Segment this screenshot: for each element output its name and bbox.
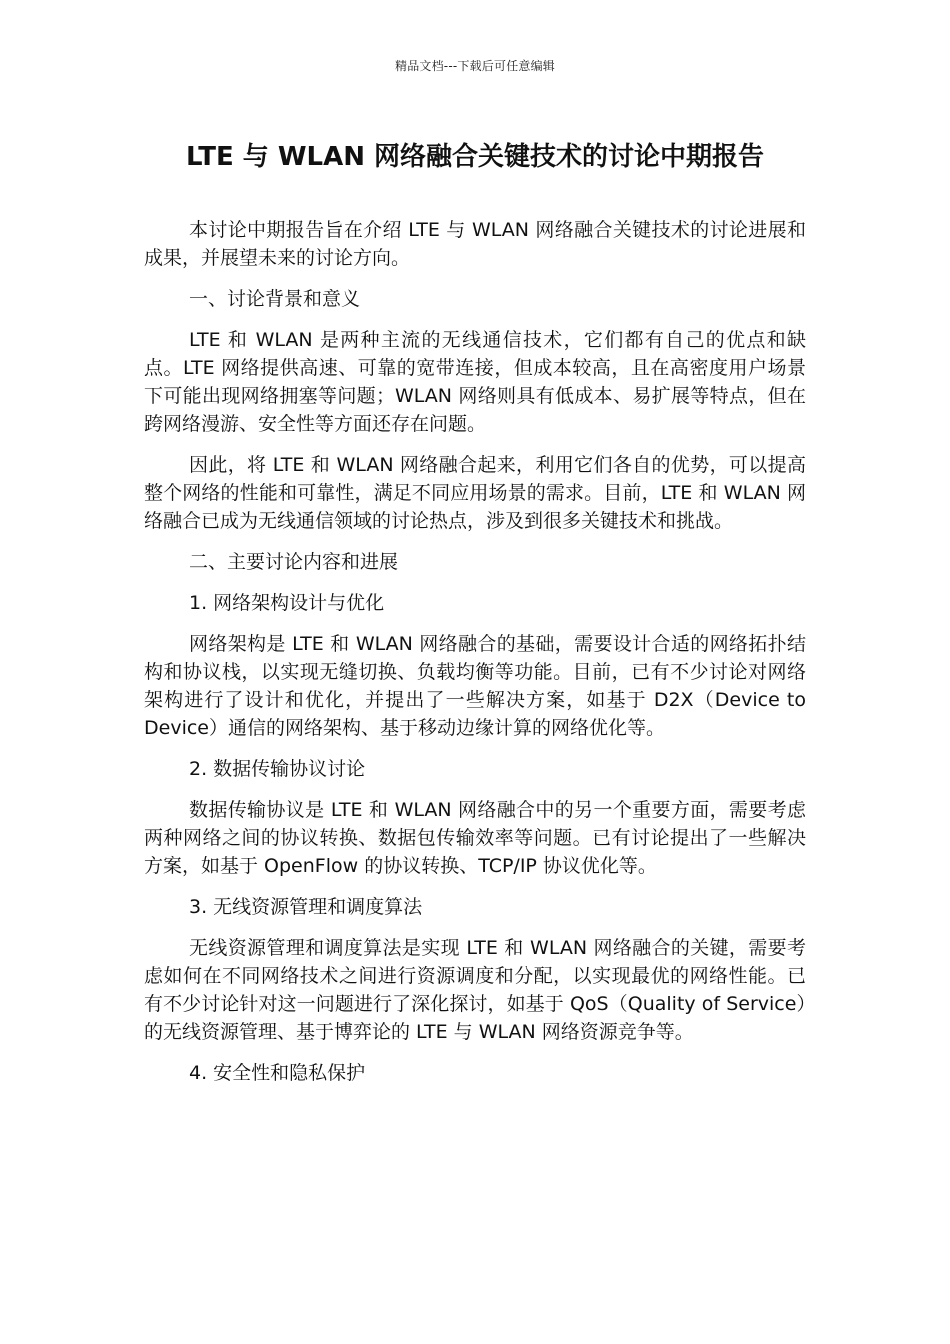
background-paragraph-2: 因此，将 LTE 和 WLAN 网络融合起来，利用它们各自的优势，可以提高整个网络的性能和可靠性，满足不同应用场景的需求。目前，LTE 和 WLAN 网络融合已成为无线通信领域的讨论热点，涉及到很多关键技术和挑战。 [144, 454, 806, 532]
network-architecture-paragraph: 网络架构是 LTE 和 WLAN 网络融合的基础，需要设计合适的网络拓扑结构和协议栈，以实现无缝切换、负载均衡等功能。目前，已有不少讨论对网络架构进行了设计和优化，并提出了一些解决方案，如基于 D2X（Device to Device）通信的网络架构、基于移动边缘计算的网络优化等。 [144, 633, 806, 739]
subheading-data-transmission: 2. 数据传输协议讨论 [189, 758, 366, 780]
section-heading-content: 二、主要讨论内容和进展 [189, 551, 399, 573]
document-title: LTE 与 WLAN 网络融合关键技术的讨论中期报告 [185, 142, 765, 172]
radio-resource-paragraph: 无线资源管理和调度算法是实现 LTE 和 WLAN 网络融合的关键，需要考虑如何在不同网络技术之间进行资源调度和分配，以实现最优的网络性能。已有不少讨论针对这一问题进行了深化探讨，如基于 QoS（Quality of Service）的无线资源管理、基于博弈论的 LTE 与 WLAN 网络资源竞争等。 [144, 937, 806, 1043]
document-body [144, 216, 806, 1100]
subheading-security-privacy: 4. 安全性和隐私保护 [189, 1062, 366, 1084]
intro-paragraph: 本讨论中期报告旨在介绍 LTE 与 WLAN 网络融合关键技术的讨论进展和成果，并展望未来的讨论方向。 [144, 219, 806, 269]
subheading-network-architecture: 1. 网络架构设计与优化 [189, 592, 385, 614]
background-paragraph-1: LTE 和 WLAN 是两种主流的无线通信技术，它们都有自己的优点和缺点。LTE 网络提供高速、可靠的宽带连接，但成本较高，且在高密度用户场景下可能出现网络拥塞等问题；WLAN 网络则具有低成本、易扩展等特点，但在跨网络漫游、安全性等方面还存在问题。 [144, 329, 806, 435]
section-heading-background: 一、讨论背景和意义 [189, 288, 361, 310]
data-transmission-paragraph: 数据传输协议是 LTE 和 WLAN 网络融合中的另一个重要方面，需要考虑两种网络之间的协议转换、数据包传输效率等问题。已有讨论提出了一些解决方案，如基于 OpenFlow 的协议转换、TCP/IP 协议优化等。 [144, 799, 806, 877]
subheading-radio-resource: 3. 无线资源管理和调度算法 [189, 896, 423, 918]
header-note: 精品文档---下载后可任意编辑 [395, 59, 555, 73]
